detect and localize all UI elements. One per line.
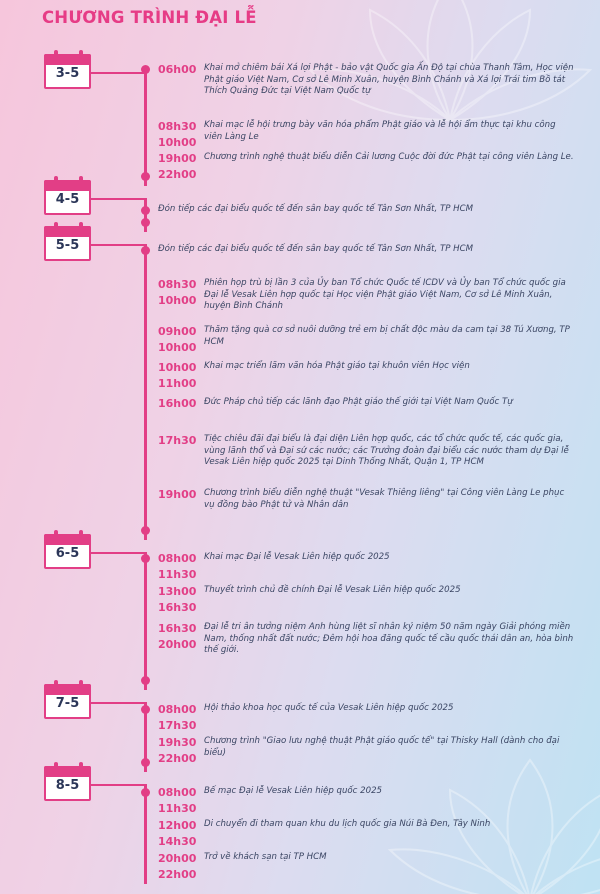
calendar-band xyxy=(44,534,91,545)
event-times xyxy=(158,818,200,850)
event-description: Tiệc chiêu đãi đại biểu là đại diện Liên hợp quốc, các tổ chức quốc tế, các quốc gia, vùng lãnh thổ và Đại sứ các nước; các Trưởng đoàn đại biểu các nước tham dự Đại lễ Vesak Liên hiệp quốc 2025 tại Dinh Thống Nhất, Quận 1, TP HCM xyxy=(204,434,569,467)
calendar-icon xyxy=(44,226,91,261)
event-times xyxy=(158,851,200,883)
timeline-end-dot xyxy=(141,218,150,227)
timeline-dot xyxy=(141,206,150,215)
calendar-band xyxy=(44,684,91,695)
event-description: Phiên họp trù bị lần 3 của Ủy ban Tổ chức Quốc tế ICDV và Ủy ban Tổ chức quốc gia Đại lễ Vesak Liên hợp quốc tại Học viện Phật giáo Việt Nam, Cơ sở Lê Minh Xuân, huyện Bình Chánh xyxy=(204,278,566,311)
event-time: 13h00 xyxy=(158,585,197,598)
event-time: 10h00 xyxy=(158,136,197,149)
event-time: 08h00 xyxy=(158,552,197,565)
event-time: 06h00 xyxy=(158,63,197,76)
event-time: 08h30 xyxy=(158,120,197,133)
event-description: Khai mở chiêm bái Xá lợi Phật - bảo vật Quốc gia Ấn Độ tại chùa Thanh Tâm, Học viện Phật giáo Việt Nam, Cơ sở Lê Minh Xuân, huyện Bình Chánh và Xá lợi Trái tim Bồ tát Thích Quảng Đức tại Việt Nam Quốc tự xyxy=(204,63,574,96)
timeline-end-dot xyxy=(141,526,150,535)
event-description: Đón tiếp các đại biểu quốc tế đến sân bay quốc tế Tân Sơn Nhất, TP HCM xyxy=(158,204,474,214)
event-description: Thuyết trình chủ đề chính Đại lễ Vesak Liên hiệp quốc 2025 xyxy=(204,585,461,595)
timeline-dot xyxy=(141,705,150,714)
calendar-ring xyxy=(79,762,83,771)
calendar-band xyxy=(44,54,91,65)
event-description: Hội thảo khoa học quốc tế của Vesak Liên hiệp quốc 2025 xyxy=(204,703,454,713)
day-date-label: 7-5 xyxy=(55,696,80,711)
timeline-end-dot xyxy=(141,758,150,767)
event-description: Chương trình nghệ thuật biểu diễn Cải lương Cuộc đời đức Phật tại công viên Làng Le. xyxy=(204,152,574,162)
calendar-ring xyxy=(79,222,83,231)
timeline-line xyxy=(144,72,147,186)
calendar-band xyxy=(44,180,91,191)
event-description: Đại lễ tri ân tưởng niệm Anh hùng liệt sĩ nhân kỷ niệm 50 năm ngày Giải phóng miền Nam, thống nhất đất nước; Đêm hội hoa đăng quốc tế cầu quốc thái dân an, hòa bình thế giới. xyxy=(204,622,574,655)
day-date-label: 3-5 xyxy=(55,66,80,81)
event-time: 19h30 xyxy=(158,736,197,749)
event-time: 09h00 xyxy=(158,325,197,338)
calendar-ring xyxy=(54,680,58,689)
event-time: 19h00 xyxy=(158,152,197,165)
event-description: Khai mạc lễ hội trưng bày văn hóa phẩm Phật giáo và lễ hội ẩm thực tại khu công viên Làng Le xyxy=(204,120,556,142)
day-date-label: 8-5 xyxy=(55,778,80,793)
event-time: 22h00 xyxy=(158,752,197,765)
date-connector xyxy=(90,702,144,704)
event-time: 16h30 xyxy=(158,622,197,635)
date-connector xyxy=(90,72,144,74)
event-description: Đức Pháp chủ tiếp các lãnh đạo Phật giáo thế giới tại Việt Nam Quốc Tự xyxy=(204,397,513,407)
date-connector xyxy=(90,552,144,554)
timeline-end-dot xyxy=(141,172,150,181)
event-time: 11h00 xyxy=(158,377,197,390)
event-time: 17h30 xyxy=(158,434,197,447)
event-description: Khai mạc triển lãm văn hóa Phật giáo tại khuôn viên Học viện xyxy=(204,361,470,371)
event-time: 22h00 xyxy=(158,868,197,881)
calendar-band xyxy=(44,226,91,237)
timeline-end-dot xyxy=(141,676,150,685)
event-description: Khai mạc Đại lễ Vesak Liên hiệp quốc 2025 xyxy=(204,552,390,562)
event-time: 12h00 xyxy=(158,819,197,832)
calendar-ring xyxy=(54,530,58,539)
calendar-ring xyxy=(79,176,83,185)
event-description: Di chuyển đi tham quan khu du lịch quốc gia Núi Bà Đen, Tây Ninh xyxy=(204,819,491,829)
event-time: 16h00 xyxy=(158,397,197,410)
event-time: 20h00 xyxy=(158,852,197,865)
day-date-label: 4-5 xyxy=(55,192,80,207)
event-times xyxy=(158,62,200,78)
event-times xyxy=(158,433,200,449)
timeline-line xyxy=(144,784,147,884)
event-times xyxy=(158,277,200,309)
event-description: Chương trình "Giao lưu nghệ thuật Phật giáo quốc tế" tại Thisky Hall (dành cho đại biểu) xyxy=(204,736,560,758)
event-times xyxy=(158,785,200,817)
event-times xyxy=(158,360,200,392)
timeline-line xyxy=(144,552,147,690)
event-description: Bế mạc Đại lễ Vesak Liên hiệp quốc 2025 xyxy=(204,786,383,796)
calendar-ring xyxy=(79,680,83,689)
event-time: 08h30 xyxy=(158,278,197,291)
event-time: 14h30 xyxy=(158,835,197,848)
event-time: 22h00 xyxy=(158,168,197,181)
event-description: Trở về khách sạn tại TP HCM xyxy=(204,852,327,862)
timeline-dot xyxy=(141,65,150,74)
event-times xyxy=(158,324,200,356)
event-times xyxy=(158,735,200,767)
event-time: 10h00 xyxy=(158,294,197,307)
event-description: Đón tiếp các đại biểu quốc tế đến sân bay quốc tế Tân Sơn Nhất, TP HCM xyxy=(158,244,474,254)
day-date-label: 6-5 xyxy=(55,546,80,561)
calendar-ring xyxy=(54,176,58,185)
event-time: 20h00 xyxy=(158,638,197,651)
day-date-label: 5-5 xyxy=(55,238,80,253)
calendar-ring xyxy=(54,222,58,231)
event-time: 16h30 xyxy=(158,601,197,614)
event-times xyxy=(158,487,200,503)
event-time: 17h30 xyxy=(158,719,197,732)
event-times xyxy=(158,702,200,734)
event-time: 10h00 xyxy=(158,361,197,374)
calendar-icon xyxy=(44,54,91,89)
event-time: 19h00 xyxy=(158,488,197,501)
event-description: Thăm tặng quà cơ sở nuôi dưỡng trẻ em bị chất độc màu da cam tại 38 Tú Xương, TP HCM xyxy=(204,325,570,347)
calendar-ring xyxy=(79,50,83,59)
lotus-decoration-bottom xyxy=(380,740,600,894)
timeline-dot xyxy=(141,246,150,255)
calendar-icon xyxy=(44,684,91,719)
calendar-icon xyxy=(44,180,91,215)
calendar-ring xyxy=(79,530,83,539)
event-times xyxy=(158,584,200,616)
timeline-dot xyxy=(141,554,150,563)
calendar-ring xyxy=(54,50,58,59)
calendar-icon xyxy=(44,766,91,801)
date-connector xyxy=(90,244,144,246)
event-description: Chương trình biểu diễn nghệ thuật "Vesak Thiêng liêng" tại Công viên Làng Le phục vụ đồng bào Phật tử và Nhân dân xyxy=(204,488,565,510)
event-time: 10h00 xyxy=(158,341,197,354)
event-times xyxy=(158,119,200,151)
event-time: 08h00 xyxy=(158,786,197,799)
timeline-dot xyxy=(141,788,150,797)
event-times xyxy=(158,396,200,412)
event-times xyxy=(158,551,200,583)
event-time: 11h30 xyxy=(158,568,197,581)
date-connector xyxy=(90,198,144,200)
calendar-ring xyxy=(54,762,58,771)
event-times xyxy=(158,621,200,653)
page-title: CHƯƠNG TRÌNH ĐẠI LỄ xyxy=(42,8,257,27)
calendar-band xyxy=(44,766,91,777)
timeline-line xyxy=(144,244,147,540)
date-connector xyxy=(90,784,144,786)
calendar-icon xyxy=(44,534,91,569)
event-time: 11h30 xyxy=(158,802,197,815)
event-times xyxy=(158,151,200,183)
event-time: 08h00 xyxy=(158,703,197,716)
